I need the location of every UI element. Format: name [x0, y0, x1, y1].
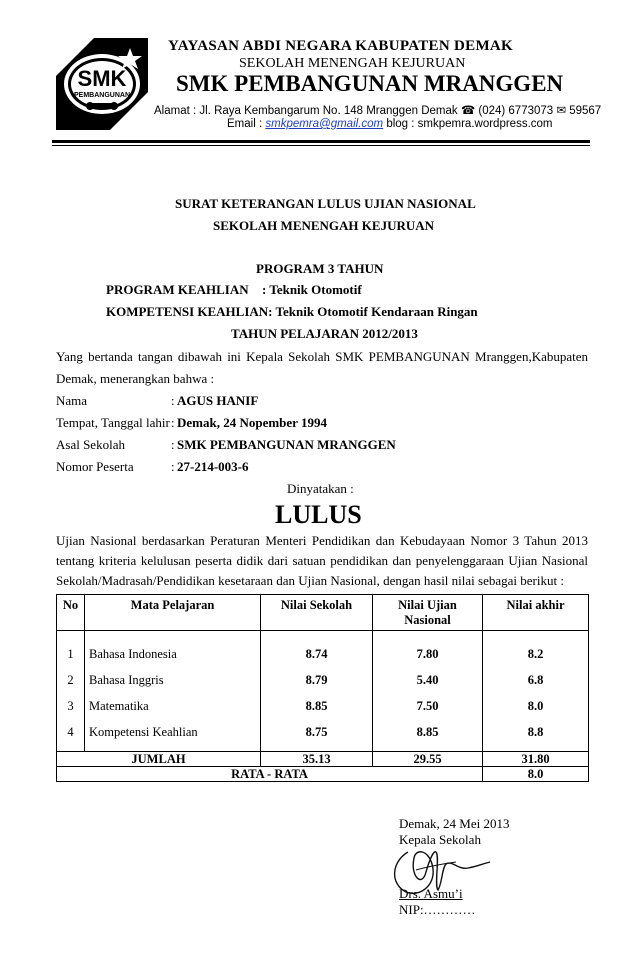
cell-exam-score: 8.85	[373, 719, 483, 752]
cell-subject: Matematika	[85, 693, 261, 719]
result-lulus: LULUS	[275, 500, 362, 529]
header-rule-thin	[52, 145, 590, 146]
total-final-score: 31.80	[483, 752, 589, 767]
logo-text: SMK	[77, 66, 127, 91]
foundation-name: YAYASAN ABDI NEGARA KABUPATEN DEMAK	[168, 38, 514, 54]
cell-subject: Bahasa Inggris	[85, 667, 261, 693]
field-label-nomor: Nomor Peserta	[56, 459, 134, 474]
field-value-asal: SMK PEMBANGUNAN MRANGGEN	[177, 437, 396, 452]
postal-code: 59567	[569, 105, 602, 117]
address-line	[154, 103, 601, 117]
phone-icon: ☎	[460, 105, 476, 117]
blog-text: blog : smkpemra.wordpress.com	[386, 118, 553, 130]
doc-title: SURAT KETERANGAN LULUS UJIAN NASIONAL	[175, 196, 476, 211]
field-label-asal: Asal Sekolah	[56, 437, 125, 452]
field-colon: :	[171, 437, 175, 452]
total-label: JUMLAH	[57, 752, 261, 767]
table-row	[57, 667, 589, 693]
cell-no: 1	[57, 631, 85, 668]
decl-para-3: Sekolah/Madrasah/Pendidikan kesetaraan dan Ujian Nasional, dengan hasil nilai sebagai berikut :	[56, 573, 564, 588]
total-exam-score: 29.55	[373, 752, 483, 767]
cell-school-score: 8.79	[261, 667, 373, 693]
average-label: RATA - RATA	[57, 767, 483, 782]
cell-final-score: 8.8	[483, 719, 589, 752]
cell-final-score: 6.8	[483, 667, 589, 693]
field-colon: :	[171, 393, 175, 408]
average-row	[57, 767, 589, 782]
field-value-nomor: 27-214-003-6	[177, 459, 249, 474]
keahlian-value: : Teknik Otomotif	[262, 282, 362, 297]
intro-line-1: Yang bertanda tangan dibawah ini Kepala Sekolah SMK PEMBANGUNAN Mranggen,Kabupaten	[56, 349, 588, 364]
table-header-row	[57, 595, 589, 631]
cell-final-score: 8.2	[483, 631, 589, 668]
average-final-score: 8.0	[483, 767, 589, 782]
contact-line	[227, 118, 553, 130]
cell-exam-score: 7.50	[373, 693, 483, 719]
field-colon: :	[171, 459, 175, 474]
field-colon: :	[171, 415, 175, 430]
total-school-score: 35.13	[261, 752, 373, 767]
declaration-label: Dinyatakan :	[287, 481, 354, 496]
school-level: SEKOLAH MENENGAH KEJURUAN	[239, 56, 466, 71]
field-value-nama: AGUS HANIF	[177, 393, 259, 408]
header-rule-thick	[52, 140, 590, 143]
cell-final-score: 8.0	[483, 693, 589, 719]
keahlian-label: PROGRAM KEAHLIAN	[106, 282, 249, 297]
cell-no: 2	[57, 667, 85, 693]
email-link[interactable]: smkpemra@gmail.com	[265, 118, 384, 130]
cell-exam-score: 7.80	[373, 631, 483, 668]
field-label-ttl: Tempat, Tanggal lahir	[56, 415, 170, 430]
cell-subject: Bahasa Indonesia	[85, 631, 261, 668]
cell-school-score: 8.74	[261, 631, 373, 668]
header-subject: Mata Pelajaran	[85, 595, 261, 631]
decl-para-1: Ujian Nasional berdasarkan Peraturan Menteri Pendidikan dan Kebudayaan Nomor 3 Tahun 2013	[56, 533, 588, 548]
header-school-score: Nilai Sekolah	[261, 595, 373, 631]
total-row	[57, 752, 589, 767]
header-final-score: Nilai akhir	[483, 595, 589, 631]
field-label-nama: Nama	[56, 393, 88, 408]
school-name: SMK PEMBANGUNAN MRANGGEN	[176, 71, 564, 96]
score-table	[56, 594, 589, 782]
header-exam-score: Nilai Ujian Nasional	[373, 595, 483, 631]
sign-name: Drs. Asmu’i	[399, 886, 463, 901]
school-logo	[54, 36, 150, 132]
academic-year: TAHUN PELAJARAN 2012/2013	[231, 326, 418, 341]
table-row	[57, 631, 589, 668]
phone-number: (024) 6773073	[478, 105, 554, 117]
cell-subject: Kompetensi Keahlian	[85, 719, 261, 752]
doc-subtitle: SEKOLAH MENENGAH KEJURUAN	[213, 218, 435, 233]
table-row	[57, 693, 589, 719]
sign-place-date: Demak, 24 Mei 2013	[399, 816, 510, 831]
decl-para-2: tentang kriteria kelulusan peserta didik dari satuan pendidikan dan penyelenggaraan Ujian Nasional	[56, 553, 588, 568]
address-text: Alamat : Jl. Raya Kembangarum No. 148 Mranggen Demak	[154, 105, 458, 117]
table-row	[57, 719, 589, 752]
cell-school-score: 8.75	[261, 719, 373, 752]
logo-subtext: PEMBANGUNAN	[74, 92, 130, 99]
cell-no: 4	[57, 719, 85, 752]
intro-line-2: Demak, menerangkan bahwa :	[56, 371, 215, 386]
envelope-icon: ✉	[556, 105, 567, 117]
cell-no: 3	[57, 693, 85, 719]
email-label: Email :	[227, 118, 263, 130]
header-no: No	[57, 595, 85, 631]
program-duration: PROGRAM 3 TAHUN	[256, 261, 384, 276]
cell-exam-score: 5.40	[373, 667, 483, 693]
sign-nip: NIP:…………	[399, 902, 476, 917]
field-value-ttl: Demak, 24 Nopember 1994	[177, 415, 327, 430]
cell-school-score: 8.85	[261, 693, 373, 719]
kompetensi-line: KOMPETENSI KEAHLIAN: Teknik Otomotif Kendaraan Ringan	[106, 304, 478, 319]
sign-position: Kepala Sekolah	[399, 832, 481, 847]
